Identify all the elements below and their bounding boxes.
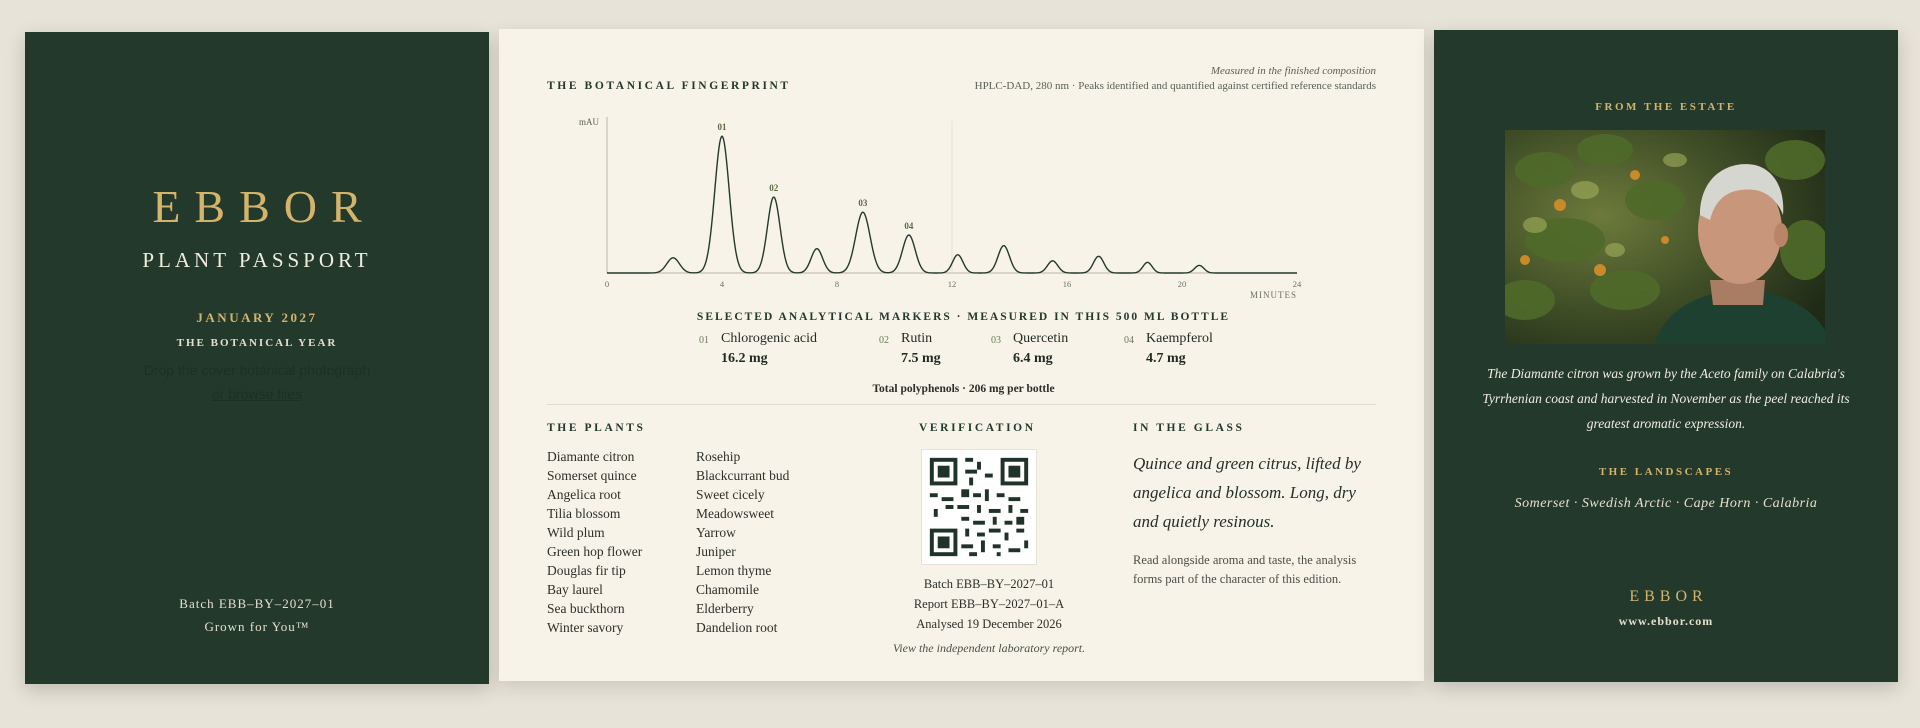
x-tick-label: 12	[947, 279, 957, 289]
markers-title: SELECTED ANALYTICAL MARKERS · MEASURED IN THIS 500 ML BOTTLE	[696, 311, 1231, 323]
landscapes-title: THE LANDSCAPES	[1598, 466, 1734, 478]
plant-item: Dandelion root	[696, 620, 778, 635]
qr-code[interactable]	[921, 449, 1037, 565]
plant-item: Wild plum	[547, 525, 605, 540]
marker-name: Rutin	[901, 331, 933, 346]
plant-item: Chamomile	[696, 582, 759, 597]
tasting-note: Read alongside aroma and taste, the analysis forms part of the character of this edition.	[1133, 553, 1357, 586]
marker-name: Kaempferol	[1146, 331, 1213, 346]
peak-label: 03	[858, 198, 868, 209]
verification-batch: Batch EBB–BY–2027–01	[923, 577, 1055, 591]
plant-item: Rosehip	[696, 449, 741, 464]
website-link[interactable]: www.ebbor.com	[1618, 614, 1714, 628]
method-note	[975, 64, 1376, 94]
farmer-portrait-image	[1505, 130, 1825, 344]
plant-item: Lemon thyme	[696, 563, 772, 578]
peak-label: 04	[904, 221, 914, 231]
back-brand: EBBOR	[1629, 588, 1708, 605]
method-text: HPLC-DAD, 280 nm · Peaks identified and quantified against certified reference standards	[974, 80, 1376, 92]
x-tick-label: 0	[604, 279, 610, 289]
marker-amount: 6.4 mg	[1013, 351, 1053, 366]
plant-item: Tilia blossom	[547, 506, 621, 521]
verification-date: Analysed 19 December 2026	[916, 617, 1062, 631]
x-tick-label: 16	[1062, 279, 1072, 289]
dropzone-text: Drop the cover botanical photograph	[143, 362, 371, 378]
x-tick-label: 24	[1292, 279, 1302, 289]
qr-code-icon	[922, 450, 1036, 564]
lab-report-link[interactable]: View the independent laboratory report.	[892, 641, 1086, 655]
x-tick-label: 8	[834, 279, 840, 289]
x-tick-label: 20	[1177, 279, 1187, 289]
passport-title: PLANT PASSPORT	[142, 248, 372, 272]
plant-item: Green hop flower	[547, 544, 643, 559]
verification-report: Report EBB–BY–2027–01–A	[913, 597, 1065, 611]
estate-title: FROM THE ESTATE	[1595, 101, 1737, 113]
edition-label: THE BOTANICAL YEAR	[176, 337, 338, 349]
marker-number: 01	[699, 335, 709, 346]
plant-item: Winter savory	[547, 620, 624, 635]
batch-number: Batch EBB–BY–2027–01	[179, 596, 335, 611]
verification-details	[839, 574, 1139, 634]
browse-files-link[interactable]: or browse files	[211, 386, 303, 402]
edition-month: JANUARY 2027	[196, 310, 318, 325]
peak-label: 02	[769, 183, 779, 193]
plant-item: Elderberry	[696, 601, 754, 616]
marker-amount: 7.5 mg	[901, 351, 941, 366]
plant-item: Douglas fir tip	[547, 563, 626, 578]
plants-list	[547, 447, 642, 637]
landscapes-list: Somerset · Swedish Arctic · Cape Horn · Calabria	[1514, 496, 1818, 511]
total-polyphenols: Total polyphenols · 206 mg per bottle	[872, 383, 1055, 395]
inner-panel	[499, 29, 1424, 681]
markers-list	[699, 331, 1213, 375]
verification-title: VERIFICATION	[919, 422, 1036, 434]
y-axis-label: mAU	[579, 117, 599, 127]
glass-title: IN THE GLASS	[1133, 422, 1245, 434]
back-panel	[1434, 30, 1898, 682]
estate-photo	[1505, 130, 1825, 344]
marker-name: Chlorogenic acid	[721, 331, 818, 346]
chromatogram-chart	[569, 113, 1319, 303]
measured-note: Measured in the finished composition	[1210, 65, 1376, 77]
estate-story: The Diamante citron was grown by the Aceto family on Calabria's Tyrrhenian coast and harvested in November as the peel reached its greatest aromatic expression.	[1482, 366, 1850, 431]
plant-item: Angelica root	[547, 487, 621, 502]
photo-dropzone[interactable]	[25, 358, 489, 406]
brand-logo: EBBOR	[152, 181, 376, 232]
plant-item: Sea buckthorn	[547, 601, 625, 616]
plant-item: Meadowsweet	[696, 506, 774, 521]
marker-number: 04	[1124, 335, 1134, 346]
marker-number: 02	[879, 335, 889, 346]
marker-name: Quercetin	[1013, 331, 1069, 346]
peak-label: 01	[717, 122, 727, 133]
cover-batch	[25, 592, 489, 638]
plants-title: THE PLANTS	[547, 422, 646, 434]
cover-panel	[25, 32, 489, 684]
marker-number: 03	[991, 335, 1001, 346]
plant-item: Diamante citron	[547, 449, 635, 464]
plant-item: Somerset quince	[547, 468, 637, 483]
plant-item: Blackcurrant bud	[696, 468, 790, 483]
section-divider	[547, 404, 1376, 405]
plant-item: Bay laurel	[547, 582, 603, 597]
tasting-quote: Quince and green citrus, lifted by angelica and blossom. Long, dry and quietly resinous.	[1133, 454, 1361, 531]
x-tick-label: 4	[719, 279, 725, 289]
plant-item: Juniper	[696, 544, 736, 559]
marker-amount: 16.2 mg	[721, 351, 768, 366]
grown-for-label: Grown for You™	[204, 619, 310, 634]
plant-item: Yarrow	[696, 525, 736, 540]
plants-list	[696, 447, 789, 637]
x-axis-label: MINUTES	[1250, 290, 1297, 300]
plant-item: Sweet cicely	[696, 487, 765, 502]
fingerprint-title: THE BOTANICAL FINGERPRINT	[547, 80, 791, 92]
marker-amount: 4.7 mg	[1146, 351, 1186, 366]
